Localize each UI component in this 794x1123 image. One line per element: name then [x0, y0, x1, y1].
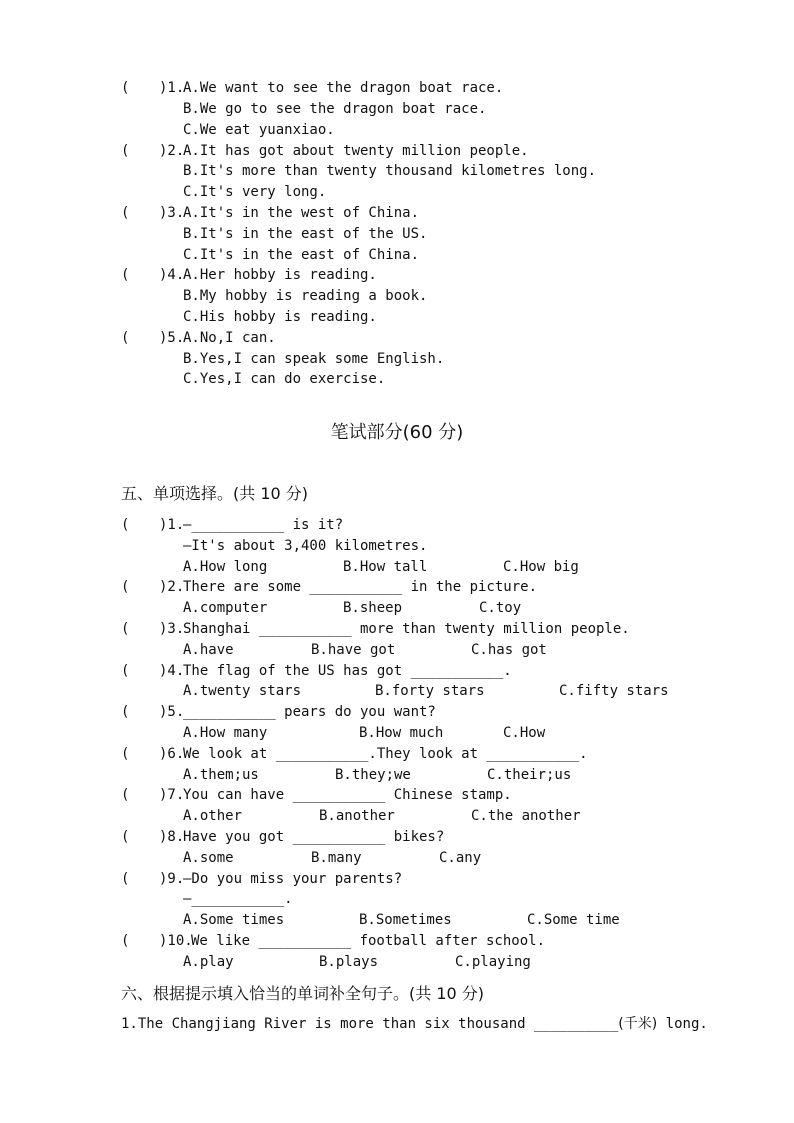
answer-paren: ( — [121, 517, 130, 533]
option-b: B.another — [319, 808, 395, 824]
option-b: B.they;we — [335, 767, 411, 783]
option-b: B.It's more than twenty thousand kilometres long. — [183, 163, 597, 179]
option-a: A.twenty stars — [183, 683, 302, 699]
answer-paren: ( — [121, 330, 130, 346]
answer-paren: ( — [121, 663, 130, 679]
question-number: )9. — [159, 871, 185, 887]
option-c: C.It's very long. — [183, 184, 327, 200]
option-b: B.Sometimes — [359, 912, 452, 928]
option-a: A.It's in the west of China. — [183, 205, 420, 221]
option-a: A.play — [183, 954, 234, 970]
option-c: C.Some time — [527, 912, 620, 928]
option-b: B.How much — [359, 725, 444, 741]
answer-paren: ( — [121, 829, 130, 845]
option-b: B.It's in the east of the US. — [183, 226, 428, 242]
option-a: A.No,I can. — [183, 330, 276, 346]
option-c: C.has got — [471, 642, 547, 658]
question-number: )2. — [159, 143, 185, 159]
sentence-1-prefix: 1.The Changjiang River is more than six thousand __________ — [121, 1016, 619, 1032]
question-stem: The flag of the US has got ___________. — [183, 663, 512, 679]
answer-paren: ( — [121, 704, 130, 720]
question-number: )10. — [159, 933, 193, 949]
question-number: )5. — [159, 330, 185, 346]
question-stem: Have you got ___________ bikes? — [183, 829, 445, 845]
option-a: A.How long — [183, 559, 268, 575]
question-stem: —Do you miss your parents? — [183, 871, 403, 887]
question-stem: We like ___________ football after school. — [191, 933, 546, 949]
answer-paren: ( — [121, 205, 130, 221]
question-number: )4. — [159, 267, 185, 283]
option-c: C.Yes,I can do exercise. — [183, 371, 386, 387]
option-a: A.other — [183, 808, 243, 824]
question-stem: You can have ___________ Chinese stamp. — [183, 787, 512, 803]
option-b: B.many — [311, 850, 362, 866]
sentence-1-hint: (千米) — [618, 1016, 658, 1032]
question-number: )4. — [159, 663, 185, 679]
option-b: B.Yes,I can speak some English. — [183, 351, 445, 367]
question-number: )3. — [159, 621, 185, 637]
sentence-1-suffix: long. — [657, 1016, 708, 1032]
option-c: C.His hobby is reading. — [183, 309, 377, 325]
option-a: A.them;us — [183, 767, 259, 783]
answer-paren: ( — [121, 267, 130, 283]
answer-paren: ( — [121, 787, 130, 803]
option-b: B.have got — [311, 642, 396, 658]
option-a: A.some — [183, 850, 234, 866]
question-number: )2. — [159, 579, 185, 595]
option-b: B.How tall — [343, 559, 428, 575]
option-a: A.have — [183, 642, 234, 658]
question-stem: There are some ___________ in the picture. — [183, 579, 538, 595]
section-5-heading: 五、单项选择。(共 10 分) — [121, 484, 309, 503]
option-b: B.We go to see the dragon boat race. — [183, 101, 487, 117]
option-b: B.My hobby is reading a book. — [183, 288, 428, 304]
option-a: A.We want to see the dragon boat race. — [183, 80, 504, 96]
option-c: C.How — [503, 725, 546, 741]
option-c: C.fifty stars — [559, 683, 669, 699]
answer-paren: ( — [121, 871, 130, 887]
option-a: A.computer — [183, 600, 268, 616]
question-number: )6. — [159, 746, 185, 762]
question-stem-line2: —___________. — [183, 891, 293, 907]
option-b: B.plays — [319, 954, 379, 970]
question-stem: We look at ___________.They look at ___________. — [183, 746, 588, 762]
question-stem: —___________ is it? — [183, 517, 344, 533]
option-c: C.the another — [471, 808, 581, 824]
answer-paren: ( — [121, 80, 130, 96]
answer-paren: ( — [121, 621, 130, 637]
option-c: C.playing — [455, 954, 531, 970]
answer-paren: ( — [121, 579, 130, 595]
section-6-heading: 六、根据提示填入恰当的单词补全句子。(共 10 分) — [121, 984, 485, 1003]
option-b: B.sheep — [343, 600, 403, 616]
answer-paren: ( — [121, 933, 130, 949]
option-c: C.any — [439, 850, 482, 866]
option-c: C.toy — [479, 600, 522, 616]
question-number: )1. — [159, 80, 185, 96]
option-a: A.Her hobby is reading. — [183, 267, 377, 283]
question-stem: ___________ pears do you want? — [183, 704, 436, 720]
option-a: A.How many — [183, 725, 268, 741]
option-c: C.It's in the east of China. — [183, 247, 420, 263]
option-c: C.We eat yuanxiao. — [183, 122, 335, 138]
option-a: A.It has got about twenty million people. — [183, 143, 529, 159]
question-number: )8. — [159, 829, 185, 845]
question-stem: Shanghai ___________ more than twenty million people. — [183, 621, 630, 637]
option-b: B.forty stars — [375, 683, 485, 699]
option-c: C.their;us — [487, 767, 572, 783]
question-stem-line2: —It's about 3,400 kilometres. — [183, 538, 428, 554]
option-c: C.How big — [503, 559, 579, 575]
option-a: A.Some times — [183, 912, 285, 928]
fill-in-sentence-1 — [121, 1014, 708, 1034]
question-number: )5. — [159, 704, 185, 720]
question-number: )3. — [159, 205, 185, 221]
answer-paren: ( — [121, 746, 130, 762]
answer-paren: ( — [121, 143, 130, 159]
question-number: )7. — [159, 787, 185, 803]
question-number: )1. — [159, 517, 185, 533]
written-part-title: 笔试部分(60 分) — [330, 422, 464, 443]
